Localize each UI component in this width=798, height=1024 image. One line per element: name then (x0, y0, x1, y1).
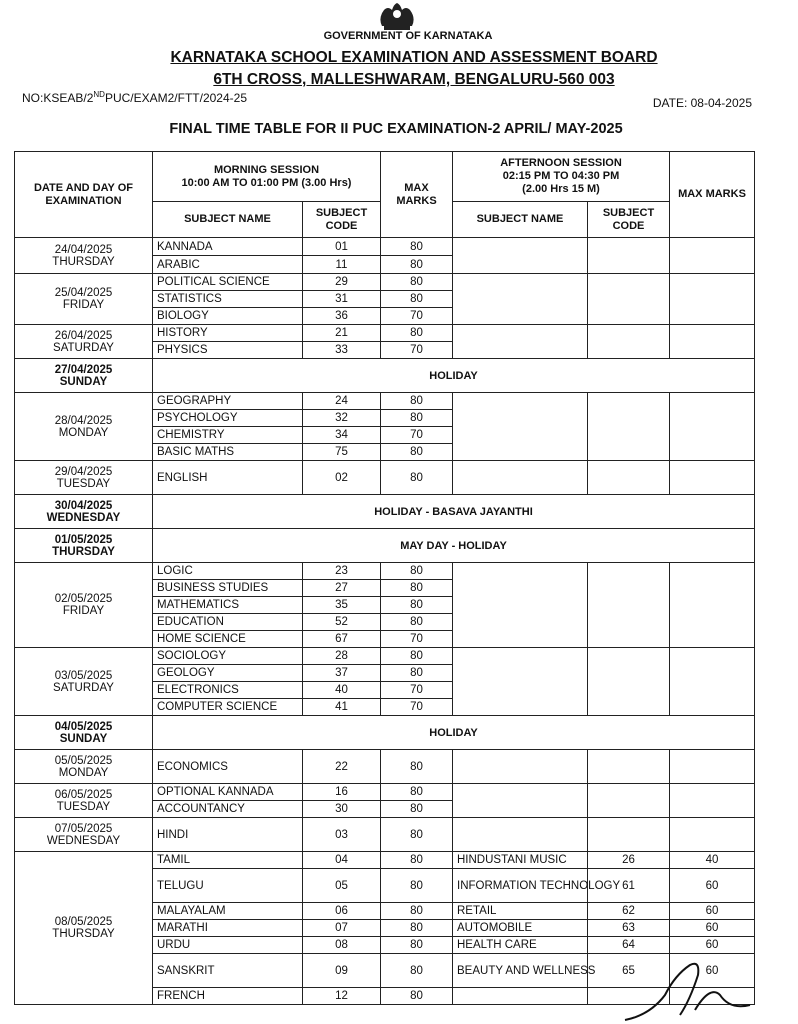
subject-code: 41 (303, 699, 381, 716)
holiday-row (15, 359, 755, 393)
subject-name: PSYCHOLOGY (153, 410, 303, 427)
holiday-label: MAY DAY - HOLIDAY (153, 529, 755, 563)
table-row (15, 238, 755, 256)
subject-name: TAMIL (153, 852, 303, 869)
table-row (15, 563, 755, 580)
afternoon-subject-name: HINDUSTANI MUSIC (453, 852, 588, 869)
morning-subject-name-header: SUBJECT NAME (153, 202, 303, 238)
holiday-label: HOLIDAY (153, 716, 755, 750)
table-row (15, 461, 755, 495)
exam-date-cell: 03/05/2025 SATURDAY (15, 648, 153, 716)
max-marks: 80 (381, 988, 453, 1005)
afternoon-max-marks: 60 (670, 920, 755, 937)
afternoon-session-header: AFTERNOON SESSION 02:15 PM TO 04:30 PM (2.00 Hrs 15 M) (453, 152, 670, 202)
exam-date-cell: 02/05/2025 FRIDAY (15, 563, 153, 648)
afternoon-subject-name: RETAIL (453, 903, 588, 920)
subject-code: 52 (303, 614, 381, 631)
exam-date-cell: 07/05/2025 WEDNESDAY (15, 818, 153, 852)
subject-name: ELECTRONICS (153, 682, 303, 699)
exam-date-cell: 27/04/2025 SUNDAY (15, 359, 153, 393)
date-column-header: DATE AND DAY OF EXAMINATION (15, 152, 153, 238)
max-marks: 80 (381, 580, 453, 597)
subject-name: SOCIOLOGY (153, 648, 303, 665)
subject-name: MALAYALAM (153, 903, 303, 920)
afternoon-subject-code: 62 (588, 903, 670, 920)
subject-name: ARABIC (153, 256, 303, 274)
max-marks: 80 (381, 410, 453, 427)
subject-code: 07 (303, 920, 381, 937)
max-marks: 80 (381, 852, 453, 869)
karnataka-emblem-icon (372, 0, 422, 32)
subject-name: LOGIC (153, 563, 303, 580)
afternoon-subject-name: HEALTH CARE (453, 937, 588, 954)
subject-code: 32 (303, 410, 381, 427)
afternoon-max-marks: 40 (670, 852, 755, 869)
afternoon-max-marks: 60 (670, 903, 755, 920)
subject-code: 67 (303, 631, 381, 648)
subject-name: HISTORY (153, 325, 303, 342)
subject-name: HINDI (153, 818, 303, 852)
exam-timetable (14, 151, 755, 1005)
reference-number: NO:KSEAB/2NDPUC/EXAM2/FTT/2024-25 (22, 90, 247, 105)
subject-code: 36 (303, 308, 381, 325)
max-marks: 80 (381, 614, 453, 631)
max-marks: 80 (381, 563, 453, 580)
subject-code: 75 (303, 444, 381, 461)
max-marks: 70 (381, 427, 453, 444)
subject-name: STATISTICS (153, 291, 303, 308)
max-marks: 80 (381, 325, 453, 342)
max-marks: 80 (381, 291, 453, 308)
subject-name: ECONOMICS (153, 750, 303, 784)
afternoon-max-marks: 60 (670, 869, 755, 903)
subject-name: MATHEMATICS (153, 597, 303, 614)
max-marks: 80 (381, 903, 453, 920)
subject-name: OPTIONAL KANNADA (153, 784, 303, 801)
holiday-row (15, 495, 755, 529)
document-date: DATE: 08-04-2025 (652, 96, 752, 110)
subject-code: 28 (303, 648, 381, 665)
table-row (15, 750, 755, 784)
exam-date-cell: 29/04/2025 TUESDAY (15, 461, 153, 495)
subject-code: 02 (303, 461, 381, 495)
subject-name: POLITICAL SCIENCE (153, 274, 303, 291)
subject-name: COMPUTER SCIENCE (153, 699, 303, 716)
subject-code: 33 (303, 342, 381, 359)
subject-code: 01 (303, 238, 381, 256)
max-marks: 80 (381, 274, 453, 291)
holiday-row (15, 529, 755, 563)
table-row (15, 325, 755, 342)
exam-date-cell: 05/05/2025 MONDAY (15, 750, 153, 784)
max-marks: 70 (381, 631, 453, 648)
table-row (15, 648, 755, 665)
max-marks: 80 (381, 665, 453, 682)
subject-code: 31 (303, 291, 381, 308)
subject-code: 37 (303, 665, 381, 682)
subject-code: 12 (303, 988, 381, 1005)
subject-code: 27 (303, 580, 381, 597)
afternoon-max-marks: 60 (670, 937, 755, 954)
subject-name: SANSKRIT (153, 954, 303, 988)
subject-name: CHEMISTRY (153, 427, 303, 444)
subject-name: FRENCH (153, 988, 303, 1005)
table-row (15, 784, 755, 801)
exam-date-cell: 04/05/2025 SUNDAY (15, 716, 153, 750)
subject-name: MARATHI (153, 920, 303, 937)
exam-date-cell: 08/05/2025 THURSDAY (15, 852, 153, 1005)
table-row (15, 852, 755, 869)
afternoon-subject-name: BEAUTY AND WELLNESS (453, 954, 588, 988)
table-row (15, 274, 755, 291)
max-marks: 80 (381, 444, 453, 461)
holiday-row (15, 716, 755, 750)
government-heading: GOVERNMENT OF KARNATAKA (323, 30, 493, 42)
max-marks: 80 (381, 937, 453, 954)
morning-max-marks-header: MAX MARKS (381, 152, 453, 238)
subject-name: TELUGU (153, 869, 303, 903)
subject-name: EDUCATION (153, 614, 303, 631)
exam-date-cell: 06/05/2025 TUESDAY (15, 784, 153, 818)
board-address: 6TH CROSS, MALLESHWARAM, BENGALURU-560 003 (213, 71, 615, 88)
afternoon-subject-name: INFORMATION TECHNOLOGY (453, 869, 588, 903)
subject-code: 30 (303, 801, 381, 818)
max-marks: 80 (381, 393, 453, 410)
subject-code: 16 (303, 784, 381, 801)
exam-date-cell: 25/04/2025 FRIDAY (15, 274, 153, 325)
max-marks: 80 (381, 256, 453, 274)
subject-name: GEOGRAPHY (153, 393, 303, 410)
afternoon-subject-name: AUTOMOBILE (453, 920, 588, 937)
max-marks: 70 (381, 308, 453, 325)
max-marks: 80 (381, 597, 453, 614)
max-marks: 70 (381, 342, 453, 359)
subject-code: 29 (303, 274, 381, 291)
signature-icon (620, 955, 760, 1024)
morning-session-header: MORNING SESSION 10:00 AM TO 01:00 PM (3.00 Hrs) (153, 152, 381, 202)
subject-code: 23 (303, 563, 381, 580)
subject-code: 03 (303, 818, 381, 852)
subject-name: PHYSICS (153, 342, 303, 359)
subject-code: 34 (303, 427, 381, 444)
subject-code: 35 (303, 597, 381, 614)
max-marks: 80 (381, 238, 453, 256)
exam-date-cell: 01/05/2025 THURSDAY (15, 529, 153, 563)
afternoon-subject-code: 26 (588, 852, 670, 869)
timetable-title: FINAL TIME TABLE FOR II PUC EXAMINATION-2 APRIL/ MAY-2025 (169, 121, 623, 137)
afternoon-max-marks-header: MAX MARKS (670, 152, 755, 238)
exam-date-cell: 30/04/2025 WEDNESDAY (15, 495, 153, 529)
afternoon-subject-code-header: SUBJECT CODE (588, 202, 670, 238)
subject-code: 24 (303, 393, 381, 410)
subject-code: 22 (303, 750, 381, 784)
exam-date-cell: 24/04/2025 THURSDAY (15, 238, 153, 274)
subject-code: 11 (303, 256, 381, 274)
subject-name: BASIC MATHS (153, 444, 303, 461)
max-marks: 80 (381, 818, 453, 852)
subject-code: 40 (303, 682, 381, 699)
afternoon-max-marks: 60 (670, 954, 755, 988)
holiday-label: HOLIDAY (153, 359, 755, 393)
subject-code: 04 (303, 852, 381, 869)
max-marks: 70 (381, 699, 453, 716)
afternoon-subject-code: 61 (588, 869, 670, 903)
max-marks: 80 (381, 869, 453, 903)
subject-name: BUSINESS STUDIES (153, 580, 303, 597)
max-marks: 70 (381, 682, 453, 699)
subject-name: KANNADA (153, 238, 303, 256)
max-marks: 80 (381, 801, 453, 818)
subject-code: 06 (303, 903, 381, 920)
subject-name: ENGLISH (153, 461, 303, 495)
morning-subject-code-header: SUBJECT CODE (303, 202, 381, 238)
max-marks: 80 (381, 750, 453, 784)
subject-name: URDU (153, 937, 303, 954)
table-row (15, 818, 755, 852)
subject-code: 09 (303, 954, 381, 988)
max-marks: 80 (381, 954, 453, 988)
board-name: KARNATAKA SCHOOL EXAMINATION AND ASSESSMENT BOARD (170, 49, 658, 66)
max-marks: 80 (381, 648, 453, 665)
max-marks: 80 (381, 784, 453, 801)
afternoon-subject-code: 64 (588, 937, 670, 954)
afternoon-subject-code: 65 (588, 954, 670, 988)
max-marks: 80 (381, 461, 453, 495)
subject-name: GEOLOGY (153, 665, 303, 682)
afternoon-subject-code: 63 (588, 920, 670, 937)
subject-code: 05 (303, 869, 381, 903)
subject-name: BIOLOGY (153, 308, 303, 325)
subject-name: ACCOUNTANCY (153, 801, 303, 818)
subject-name: HOME SCIENCE (153, 631, 303, 648)
max-marks: 80 (381, 920, 453, 937)
subject-code: 08 (303, 937, 381, 954)
exam-date-cell: 26/04/2025 SATURDAY (15, 325, 153, 359)
table-row (15, 393, 755, 410)
subject-code: 21 (303, 325, 381, 342)
holiday-label: HOLIDAY - BASAVA JAYANTHI (153, 495, 755, 529)
afternoon-subject-name-header: SUBJECT NAME (453, 202, 588, 238)
exam-date-cell: 28/04/2025 MONDAY (15, 393, 153, 461)
